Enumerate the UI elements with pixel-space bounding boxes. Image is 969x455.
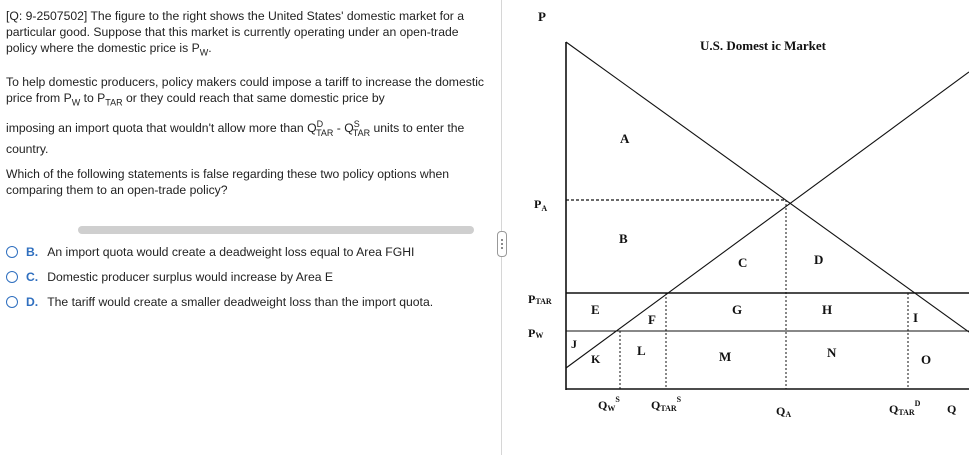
qws-label: $QW^S$ bbox=[598, 395, 620, 413]
qtars-label: $QTAR^S$ bbox=[651, 395, 682, 413]
option-b-text: An import quota would create a deadweight loss equal to Area FGHI bbox=[47, 245, 415, 259]
qa-label: QA bbox=[776, 404, 792, 419]
area-l-label: L bbox=[637, 343, 646, 358]
area-k-label: K bbox=[591, 352, 601, 366]
option-c-radio[interactable] bbox=[6, 271, 18, 283]
option-c-letter: C. bbox=[26, 270, 39, 284]
horizontal-scrollbar[interactable] bbox=[6, 214, 472, 228]
pa-label: $P_A$ bbox=[534, 197, 548, 213]
panel-divider bbox=[501, 0, 502, 455]
question-intro: [Q: 9-2507502] The figure to the right shows the United States' domestic market for a particular good. Suppose that this market is currently operating under an open-trade policy where the domestic price is $P_W$. bbox=[6, 9, 465, 58]
area-i-label: I bbox=[913, 310, 919, 325]
option-b[interactable] bbox=[6, 243, 414, 261]
area-a-label: A bbox=[620, 131, 630, 146]
q-label: Q bbox=[947, 402, 957, 416]
area-j-label: J bbox=[571, 337, 577, 351]
area-n-label: N bbox=[827, 345, 837, 360]
option-c[interactable] bbox=[6, 268, 333, 286]
price-axis-label: P bbox=[538, 9, 546, 24]
area-o-label: O bbox=[921, 352, 932, 367]
area-e-label: E bbox=[591, 302, 600, 317]
option-d-letter: D. bbox=[26, 295, 39, 309]
area-g-label: G bbox=[732, 302, 743, 317]
area-c-label: C bbox=[738, 255, 748, 270]
question-prompt: Which of the following statements is false regarding these two policy options when comparing them to an open-trade policy? bbox=[6, 167, 450, 197]
option-d-text: The tariff would create a smaller deadweight loss than the import quota. bbox=[47, 295, 434, 309]
demand-curve bbox=[566, 42, 969, 332]
option-c-text: Domestic producer surplus would increase by Area E bbox=[47, 270, 334, 284]
qtard-label: $QTAR^D$ bbox=[889, 399, 921, 417]
option-d-radio[interactable] bbox=[6, 296, 18, 308]
question-tariff-text: To help domestic producers, policy makers could impose a tariff to increase the domestic price from $P_W$ to $P_{TAR}$ or they could reach that same domestic price by bbox=[6, 75, 485, 108]
market-diagram bbox=[503, 0, 969, 455]
area-f-label: F bbox=[648, 312, 656, 327]
ptar-label: PTAR bbox=[528, 292, 552, 306]
chart-title: U.S. Domest ic Market bbox=[700, 38, 826, 53]
question-quota-text: imposing an import quota that wouldn't allow more than $Q^D_{TAR} - Q^S_{TAR}$ units to enter the country. bbox=[6, 119, 465, 156]
area-m-label: M bbox=[719, 349, 732, 364]
area-h-label: H bbox=[822, 302, 833, 317]
area-b-label: B bbox=[619, 231, 628, 246]
supply-curve bbox=[566, 72, 969, 368]
option-b-radio[interactable] bbox=[6, 246, 18, 258]
area-d-label: D bbox=[814, 252, 824, 267]
option-d[interactable] bbox=[6, 293, 433, 311]
pw-label: PW bbox=[528, 326, 544, 340]
option-b-letter: B. bbox=[26, 245, 39, 259]
scrollbar-thumb[interactable] bbox=[78, 226, 474, 234]
